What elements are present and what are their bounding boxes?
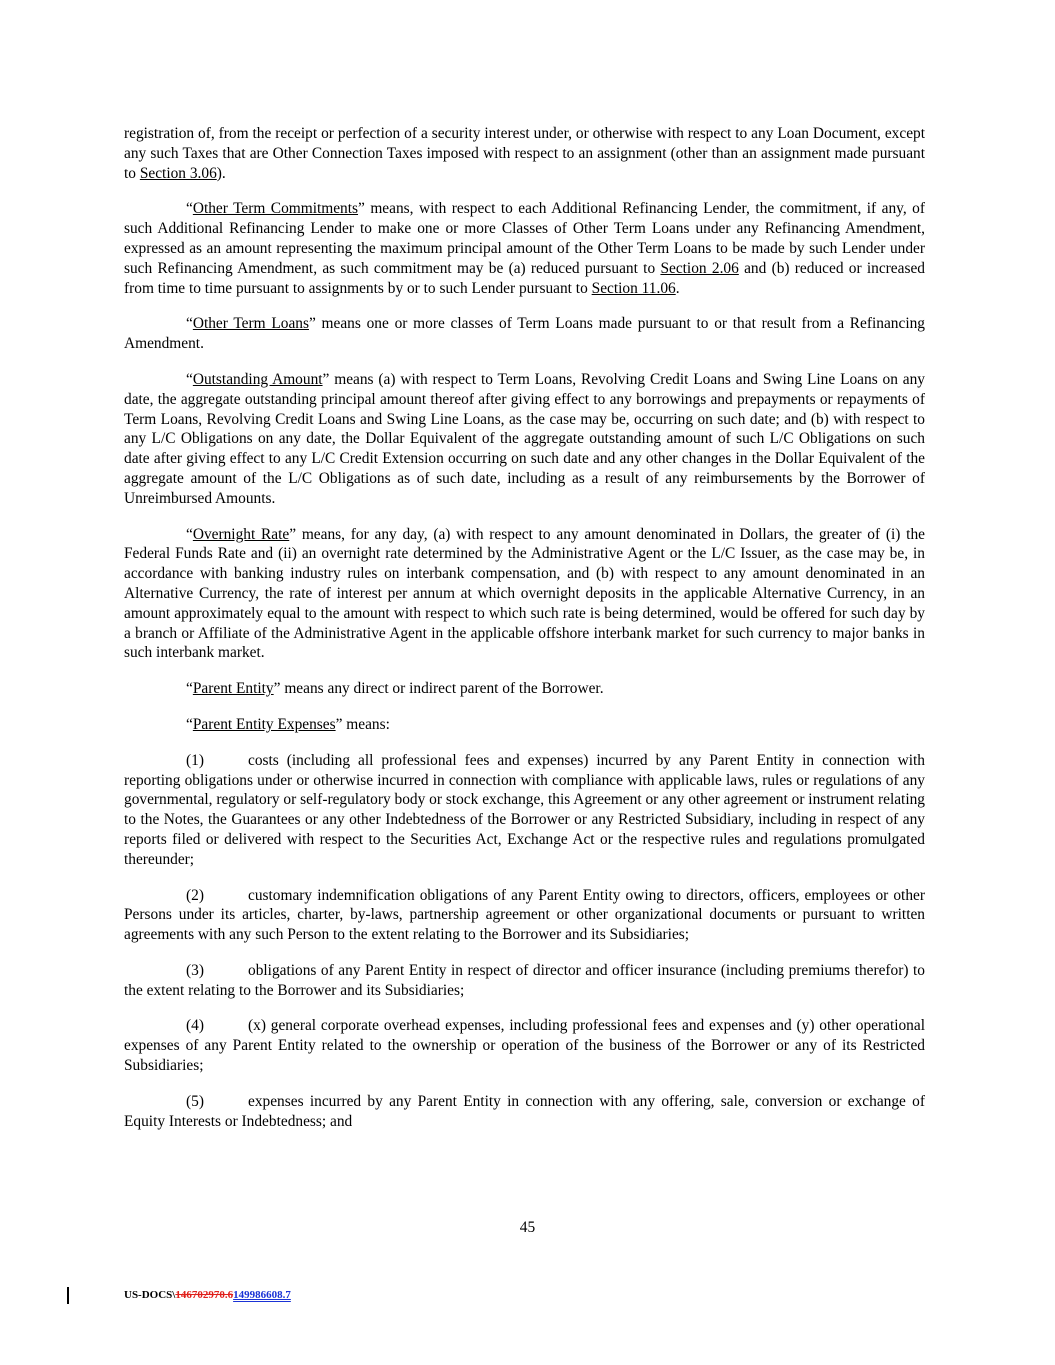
defined-term: Overnight Rate (192, 525, 290, 543)
inserted-doc-id: 149986608.7 (233, 1289, 291, 1301)
list-item-number: (2) (186, 886, 204, 904)
list-item-number: (5) (186, 1092, 204, 1110)
list-item-number: (3) (186, 961, 204, 979)
list-item (124, 886, 925, 945)
list-item-text: customary indemnification obligations of any Parent Entity owing to directors, officers, employees or other Persons under its articles, charter, by-laws, partnership agreement or other organizational documents or pursuant to written agreements with any such Person to the extent relating to the Borrower and its Subsidiaries; (124, 886, 925, 944)
defined-term: Parent Entity Expenses (192, 715, 336, 733)
paragraph-continuation: registration of, from the receipt or perfection of a security interest under, or otherwise with respect to any Loan Document, except any such Taxes that are Other Connection Taxes imposed with respect to an assignment (other than an assignment made pursuant to Section 3.06). (124, 125, 925, 182)
list-item (124, 751, 925, 870)
document-id-footer (124, 1289, 291, 1301)
list-item-text: costs (including all professional fees and expenses) incurred by any Parent Entity in connection with reporting obligations under or otherwise incurred in connection with compliance with applicable laws, rules or regulations of any governmental, regulatory or self-regulatory body or stock exchange, this Agreement or any other agreement or instrument relating to the Notes, the Guarantees or any other Indebtedness of the Borrower or any Restricted Subsidiary, including in respect of any reports filed or delivered with respect to the Securities Act, Exchange Act or the respective rules and regulations promulgated thereunder; (124, 751, 925, 868)
defined-term: Other Term Commitments (192, 200, 359, 218)
document-body (124, 124, 925, 1147)
list-item (124, 961, 925, 1001)
definition-other-term-loans: “Other Term Loans” means one or more classes of Term Loans made pursuant to or that result from a Refinancing Amendment. (124, 315, 925, 353)
defined-term: Other Term Loans (192, 315, 309, 333)
list-item-number: (1) (186, 751, 204, 769)
list-item-text: obligations of any Parent Entity in respect of director and officer insurance (including premiums therefor) to the extent relating to the Borrower and its Subsidiaries; (124, 961, 925, 999)
page-number: 45 (519, 1219, 536, 1236)
list-item (124, 1092, 925, 1132)
list-item-text: expenses incurred by any Parent Entity in connection with any offering, sale, conversion or exchange of Equity Interests or Indebtedness; and (124, 1092, 925, 1130)
definition-parent-entity-expenses: “Parent Entity Expenses” means: (186, 715, 390, 733)
list-item (124, 1016, 925, 1075)
definition-outstanding-amount: “Outstanding Amount” means (a) with respect to Term Loans, Revolving Credit Loans and Swing Line Loans on any date, the aggregate outstanding principal amount thereof after giving effect to any borrowings and prepayments or repayments of Term Loans, Revolving Credit Loans and Swing Line Loans, as the case may be, occurring on such date; and (b) with respect to any L/C Obligations on any date, the Dollar Equivalent of the aggregate outstanding amount of such L/C Obligations on such date after giving effect to any L/C Credit Extension occurring on such date and any other changes in the Dollar Equivalent of the aggregate amount of the L/C Obligations as of such date, including as a result of any reimbursements by the Borrower of Unreimbursed Amounts. (124, 370, 926, 507)
section-reference[interactable]: Section 3.06 (139, 164, 217, 182)
section-reference[interactable]: Section 2.06 (660, 259, 739, 277)
definition-other-term-commitments: “Other Term Commitments” means, with respect to each Additional Refinancing Lender, the commitment, if any, of such Additional Refinancing Lender to make one or more Classes of Other Term Loans under any Refinancing Amendment, expressed as an amount representing the maximum principal amount of the Other Term Loans to be made by such Lender under such Refinancing Amendment, as such commitment may be (a) reduced pursuant to Section 2.06 and (b) reduced or increased from time to time pursuant to assignments by or to such Lender pursuant to Section 11.06. (124, 200, 925, 297)
definition-parent-entity: “Parent Entity” means any direct or indirect parent of the Borrower. (186, 680, 604, 698)
change-bar (67, 1287, 69, 1304)
definition-overnight-rate: “Overnight Rate” means, for any day, (a) with respect to any amount denominated in Dollars, the greater of (i) the Federal Funds Rate and (ii) an overnight rate determined by the Administrative Agent or the L/C Issuer, as the case may be, in accordance with banking industry rules on interbank compensation, and (b) with respect to any amount denominated in an Alternative Currency, the rate of interest per annum at which overnight deposits in the applicable Alternative Currency, in an amount approximately equal to the amount with respect to which such rate is being determined, would be offered for such day by a branch or Affiliate of the Administrative Agent in the applicable offshore interbank market for such currency to major banks in such interbank market. (124, 525, 925, 662)
defined-term: Outstanding Amount (192, 370, 323, 388)
list-item-number: (4) (186, 1017, 204, 1035)
deleted-doc-id: 146702970.6 (175, 1289, 234, 1301)
defined-term: Parent Entity (192, 680, 274, 698)
list-item-text: (x) general corporate overhead expenses, including professional fees and expenses and (y) other operational expenses of any Parent Entity related to the ownership or operation of the business of the Borrower or any of its Restricted Subsidiaries; (124, 1017, 925, 1075)
section-reference[interactable]: Section 11.06 (591, 279, 676, 297)
footer-prefix: US-DOCS\ (124, 1289, 176, 1301)
